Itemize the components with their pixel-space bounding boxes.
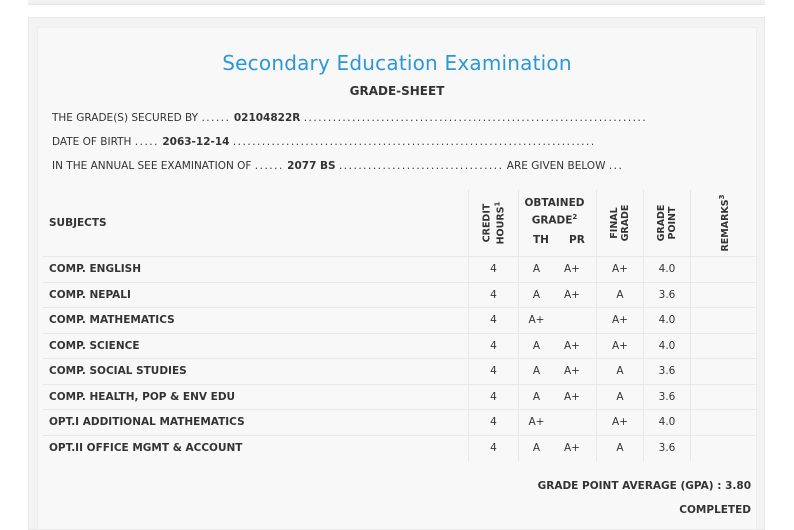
remarks-cell xyxy=(690,385,757,410)
subject-cell: COMP. MATHEMATICS xyxy=(49,314,175,326)
subjects-header: SUBJECTS xyxy=(49,217,107,229)
date-of-birth: 2063-12-14 xyxy=(162,136,230,148)
pr-grade-cell: A+ xyxy=(564,288,580,301)
table-row xyxy=(43,256,757,282)
symbol-number: 02104822R xyxy=(233,112,301,124)
credit-cell: 4 xyxy=(468,410,518,435)
grade-point-cell: 4.0 xyxy=(643,334,690,359)
table-row xyxy=(43,409,757,435)
given-below-label: ARE GIVEN BELOW xyxy=(506,160,606,172)
credit-cell: 4 xyxy=(468,385,518,410)
grade-point-cell: 3.6 xyxy=(643,436,690,461)
credit-cell: 4 xyxy=(468,436,518,461)
table-row xyxy=(43,435,757,461)
obtained-grade-label: OBTAINED GRADE$^2$ xyxy=(524,197,585,227)
final-grade-cell: A+ xyxy=(596,410,643,435)
gpa-summary: GRADE POINT AVERAGE (GPA) : 3.80 xyxy=(537,480,751,492)
credit-cell: 4 xyxy=(468,257,518,282)
grade-point-header: GRADE POINT xyxy=(643,190,690,256)
th-grade-cell: A xyxy=(518,385,554,410)
pr-grade-cell: A+ xyxy=(564,390,580,403)
exam-title: Secondary Education Examination xyxy=(222,51,572,75)
secured-by-line: THE GRADE(S) SECURED BY ...... 02104822R ....................................................................... xyxy=(52,112,648,124)
subject-cell: COMP. SCIENCE xyxy=(49,339,140,352)
th-grade-cell: A+ xyxy=(518,308,554,333)
pr-grade-cell: A+ xyxy=(564,263,580,275)
credit-cell: 4 xyxy=(468,283,518,308)
gradesheet-subtitle: GRADE-SHEET xyxy=(349,84,445,98)
credit-hours-header: CREDIT HOURS$^1$ xyxy=(468,190,518,256)
table-header xyxy=(43,190,757,256)
table-row xyxy=(43,384,757,410)
credit-cell: 4 xyxy=(468,308,518,333)
subject-cell: COMP. ENGLISH xyxy=(49,263,142,275)
dob-line: DATE OF BIRTH ..... 2063-12-14 ........................................................................... xyxy=(52,136,596,148)
th-grade-cell: A xyxy=(518,334,554,359)
remarks-cell xyxy=(690,257,757,282)
subject-cell: COMP. SOCIAL STUDIES xyxy=(49,365,187,377)
subject-cell: OPT.I ADDITIONAL MATHEMATICS xyxy=(49,416,245,428)
obtained-grade-header xyxy=(518,190,590,256)
grade-point-cell: 3.6 xyxy=(643,359,690,384)
credit-cell: 4 xyxy=(468,334,518,359)
remarks-cell xyxy=(690,436,757,461)
result-status: COMPLETED xyxy=(679,504,751,516)
th-grade-cell: A xyxy=(518,436,554,461)
credit-cell: 4 xyxy=(468,359,518,384)
remarks-cell xyxy=(690,334,757,359)
table-row xyxy=(43,282,757,308)
final-grade-cell: A+ xyxy=(596,257,643,282)
subject-cell: COMP. HEALTH, POP & ENV EDU xyxy=(49,390,236,403)
table-row xyxy=(43,358,757,384)
grade-point-cell: 4.0 xyxy=(643,410,690,435)
remarks-cell xyxy=(690,359,757,384)
exam-year: 2077 BS xyxy=(287,160,336,172)
remarks-cell xyxy=(690,410,757,435)
table-row xyxy=(43,307,757,333)
th-grade-cell: A xyxy=(518,257,554,282)
remarks-cell xyxy=(690,308,757,333)
th-header: TH xyxy=(533,234,549,246)
th-grade-cell: A xyxy=(518,283,554,308)
final-grade-cell: A xyxy=(596,283,643,308)
grade-point-cell: 4.0 xyxy=(643,257,690,282)
th-grade-cell: A xyxy=(518,359,554,384)
subject-cell: OPT.II OFFICE MGMT & ACCOUNT xyxy=(49,441,243,454)
subject-cell: COMP. NEPALI xyxy=(49,288,131,301)
pr-grade-cell: A+ xyxy=(564,339,580,352)
exam-line: IN THE ANNUAL SEE EXAMINATION OF ...... 2077 BS .................................. ARE GIVEN BELOW ... xyxy=(52,160,624,172)
final-grade-cell: A xyxy=(596,359,643,384)
final-grade-cell: A+ xyxy=(596,334,643,359)
final-grade-cell: A xyxy=(596,385,643,410)
final-grade-header: FINAL GRADE xyxy=(596,190,643,256)
pr-grade-cell xyxy=(554,410,590,435)
remarks-header: REMARKS$^3$ xyxy=(690,190,757,256)
top-strip xyxy=(28,0,765,5)
secured-by-label: THE GRADE(S) SECURED BY xyxy=(52,112,199,124)
dob-label: DATE OF BIRTH xyxy=(52,136,132,148)
pr-grade-cell: A+ xyxy=(564,365,580,377)
grade-point-cell: 3.6 xyxy=(643,283,690,308)
pr-grade-cell: A+ xyxy=(564,441,580,454)
grade-point-cell: 4.0 xyxy=(643,308,690,333)
final-grade-cell: A xyxy=(596,436,643,461)
pr-grade-cell xyxy=(554,308,590,333)
th-grade-cell: A+ xyxy=(518,410,554,435)
table-row xyxy=(43,333,757,359)
grade-point-cell: 3.6 xyxy=(643,385,690,410)
exam-label: IN THE ANNUAL SEE EXAMINATION OF xyxy=(52,160,252,172)
remarks-cell xyxy=(690,283,757,308)
pr-header: PR xyxy=(569,234,585,246)
final-grade-cell: A+ xyxy=(596,308,643,333)
